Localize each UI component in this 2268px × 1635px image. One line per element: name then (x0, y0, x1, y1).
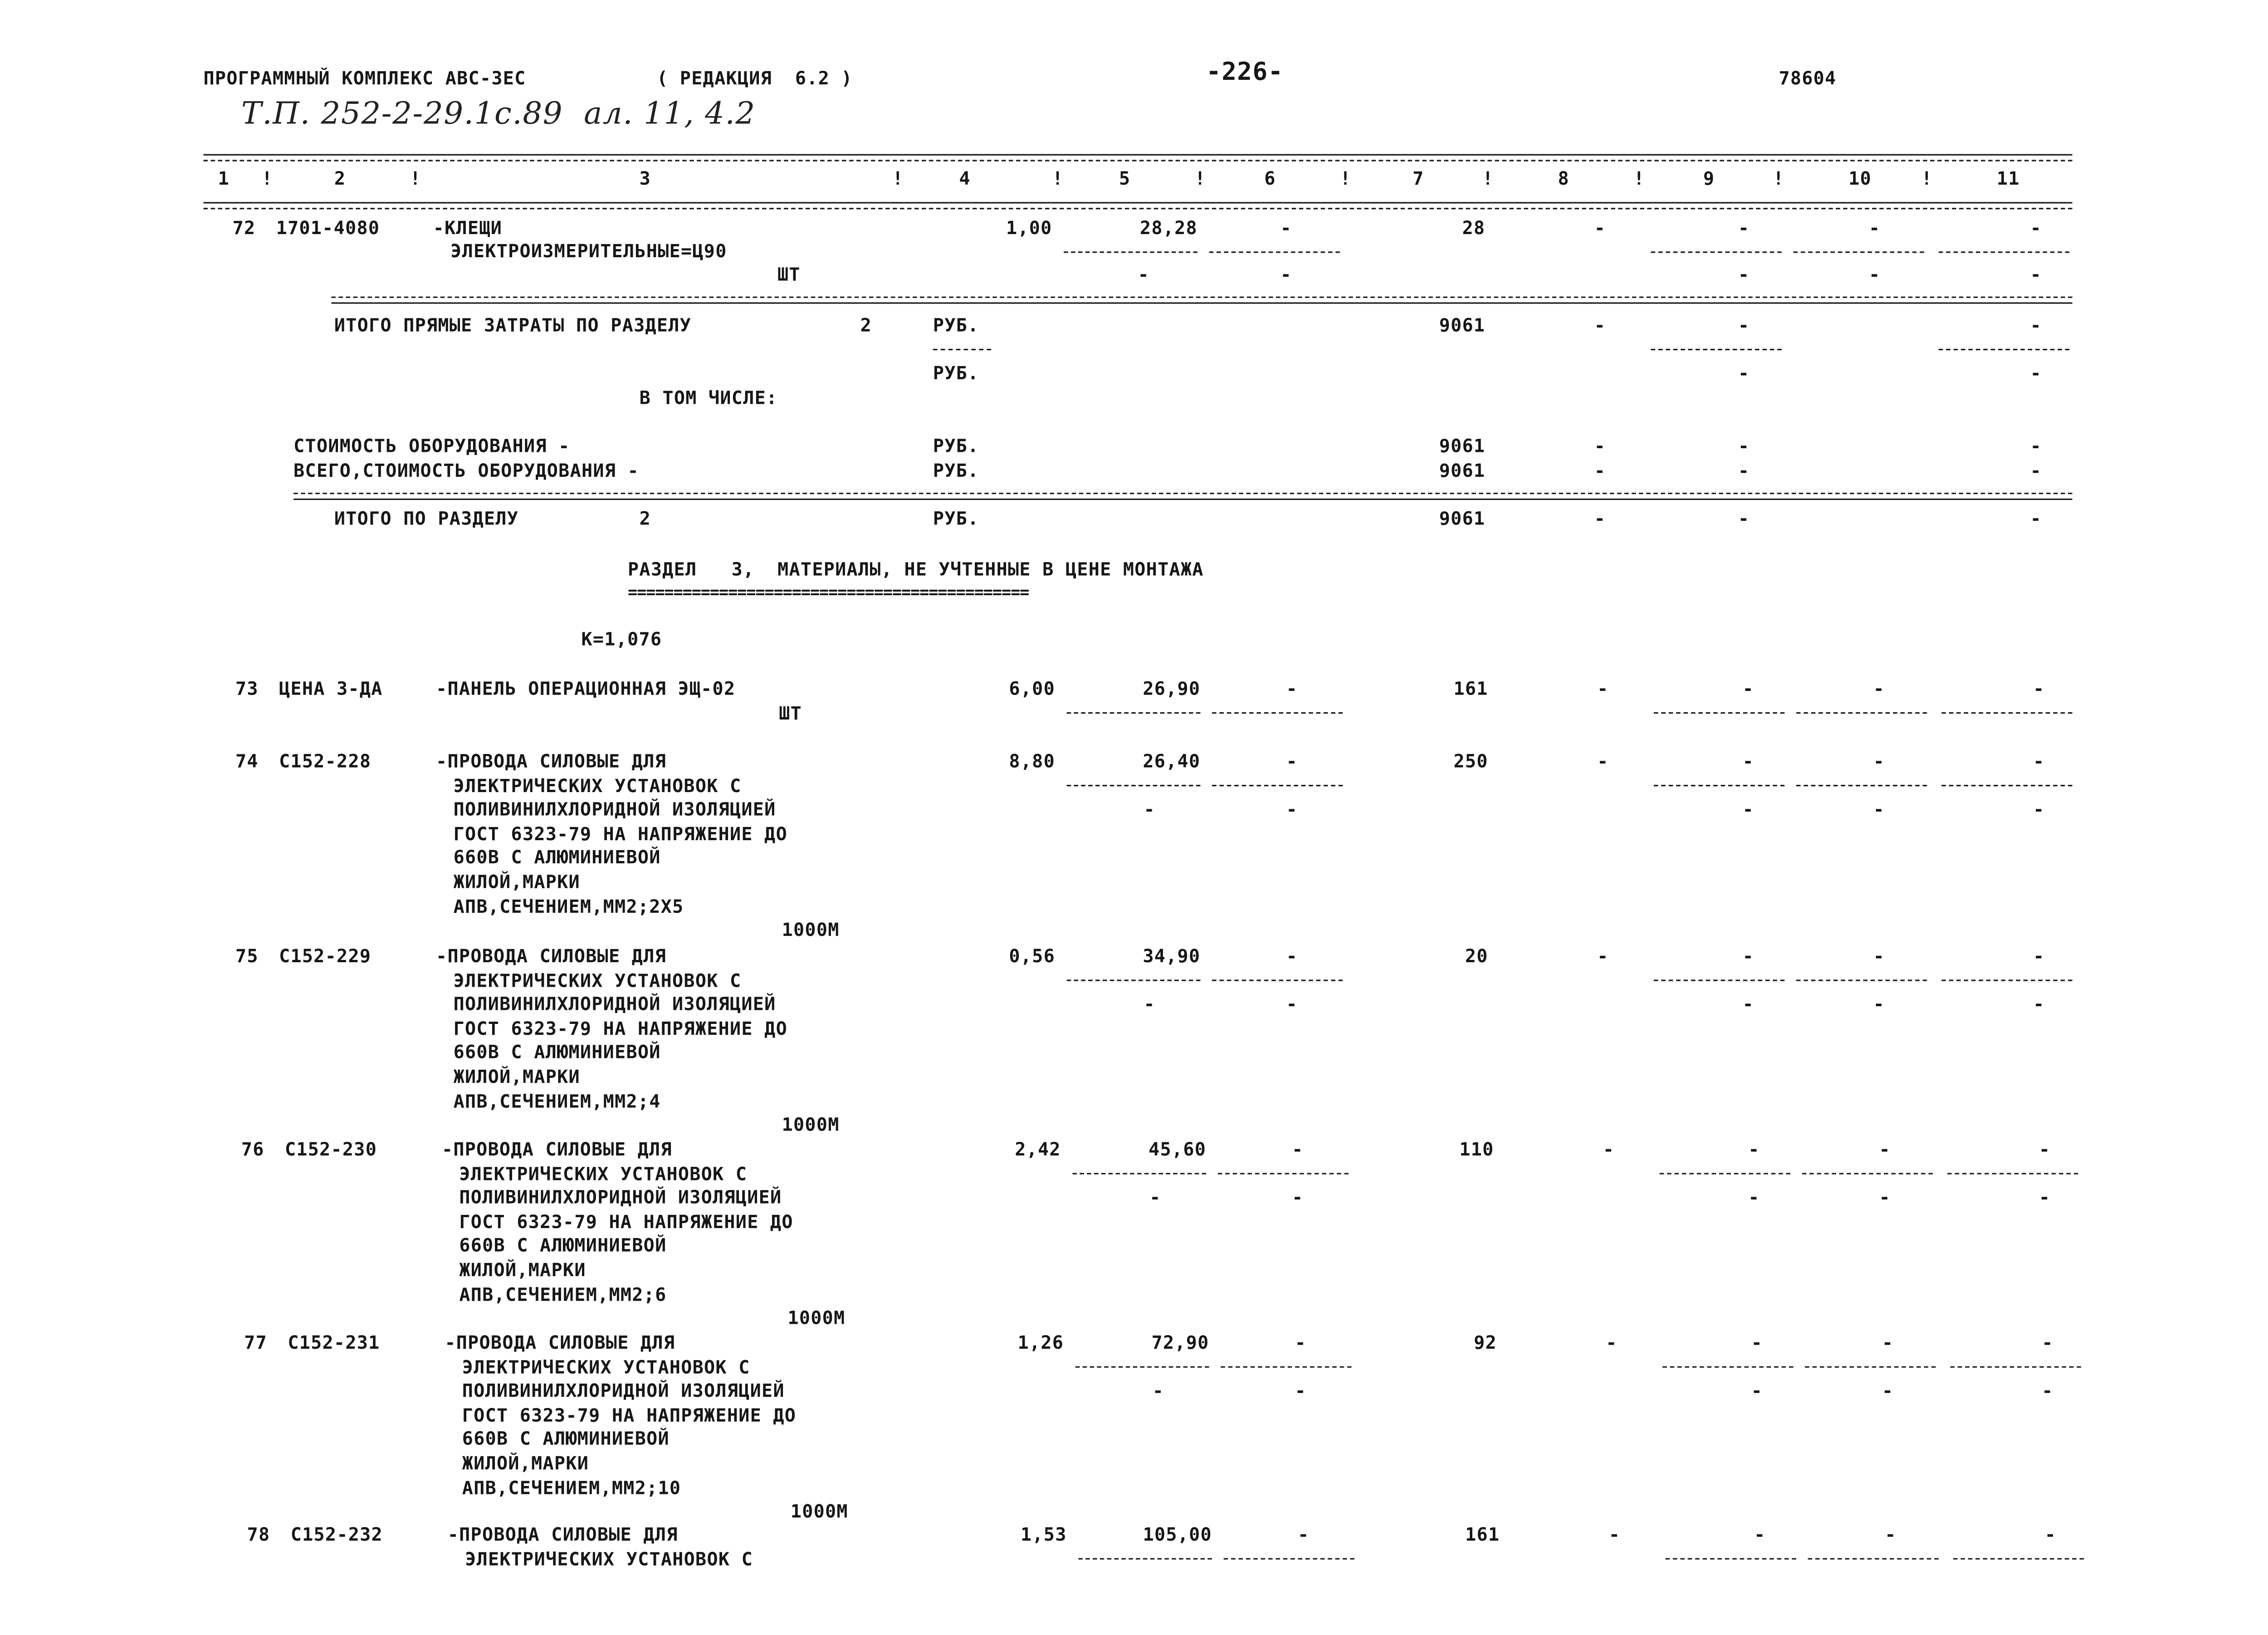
page-number: -226- (1206, 58, 1284, 88)
column-header-11: 11 (1997, 167, 2020, 189)
row-c6: - (1286, 677, 1298, 700)
handwritten-note: Т.П. 252-2-29.1с.89 ал. 11, 4.2 (241, 96, 756, 131)
row-c11: - (2030, 216, 2042, 239)
row-c6: - (1286, 750, 1298, 772)
row-c9: - (1742, 945, 1754, 967)
row-sub10: - (1879, 1186, 1891, 1208)
row-c10: - (1879, 1138, 1891, 1160)
row-name-line: -ПРОВОДА СИЛОВЫЕ ДЛЯ (436, 945, 666, 967)
underline-rule (1953, 1558, 2084, 1559)
row-name-line: ЭЛЕКТРИЧЕСКИХ УСТАНОВОК С (453, 774, 742, 796)
row-qty: 8,80 (1009, 750, 1055, 772)
row-sub6: - (1286, 798, 1298, 820)
row-name-line: ПОЛИВИНИЛХЛОРИДНОЙ ИЗОЛЯЦИЕЙ (453, 993, 776, 1015)
underline-rule (1212, 712, 1343, 714)
row-name-line: АПВ,СЕЧЕНИЕМ,ММ2;6 (459, 1283, 667, 1305)
column-header-10: 10 (1848, 167, 1872, 189)
column-header-6: 6 (1264, 167, 1276, 189)
column-header-3: 3 (639, 167, 651, 189)
row-total: 92 (1474, 1331, 1497, 1353)
all-equipment-cost-total: 9061 (1439, 459, 1486, 481)
underline-rule (1221, 1366, 1351, 1368)
row-number: 76 (241, 1138, 264, 1160)
section-rule (331, 297, 2072, 298)
section-total-number: 2 (639, 507, 651, 529)
row-c6: - (1286, 945, 1298, 967)
underline-rule (1808, 1558, 1939, 1559)
underline-rule (1660, 1173, 1790, 1174)
row-name-line: -ПРОВОДА СИЛОВЫЕ ДЛЯ (447, 1523, 678, 1545)
underline-rule (1796, 712, 1927, 714)
row-c11: - (2033, 750, 2045, 772)
row-total: 110 (1459, 1138, 1494, 1160)
row-name-line: ЭЛЕКТРИЧЕСКИХ УСТАНОВОК С (462, 1355, 750, 1377)
row-unit: 1000М (782, 919, 840, 941)
row-name-line: ГОСТ 6323-79 НА НАПРЯЖЕНИЕ ДО (453, 1017, 787, 1039)
row-c8: - (1597, 945, 1609, 967)
row-sub11: - (2030, 263, 2042, 285)
row-qty: 1,26 (1017, 1331, 1064, 1353)
section3-title: РАЗДЕЛ 3, МАТЕРИАЛЫ, НЕ УЧТЕННЫЕ В ЦЕНЕ МОНТАЖА (628, 558, 1204, 580)
row-unit: 1000М (787, 1307, 846, 1329)
row-sub5: - (1144, 798, 1155, 820)
row-sub10: - (1869, 263, 1881, 285)
row-total: 20 (1465, 945, 1488, 967)
all-equipment-cost-label: ВСЕГО,СТОИМОСТЬ ОБОРУДОВАНИЯ - (293, 459, 639, 481)
row-c10: - (1873, 945, 1885, 967)
underline-rule (1654, 712, 1784, 714)
row-number: 72 (232, 216, 256, 239)
row-c10: - (1873, 677, 1885, 700)
row-unit: ШТ (779, 701, 802, 724)
row-c9: - (1742, 750, 1754, 772)
row-name-line: -ПРОВОДА СИЛОВЫЕ ДЛЯ (441, 1138, 672, 1160)
row-c9: - (1738, 216, 1750, 239)
column-header-5: 5 (1119, 167, 1131, 189)
row-name-line: ЭЛЕКТРИЧЕСКИХ УСТАНОВОК С (453, 969, 742, 991)
underline-rule (1072, 1173, 1206, 1174)
row-name-line: ПОЛИВИНИЛХЛОРИДНОЙ ИЗОЛЯЦИЕЙ (462, 1380, 785, 1402)
row-name-line: ГОСТ 6323-79 НА НАПРЯЖЕНИЕ ДО (453, 822, 787, 844)
underline-rule (1662, 1366, 1793, 1368)
underline-rule (1218, 1173, 1349, 1174)
row-sub10: - (1873, 798, 1885, 820)
row-c11: - (2033, 677, 2045, 700)
row-code: ЦЕНА З-ДА (279, 677, 383, 700)
column-separator: ! (1773, 167, 1785, 189)
row-sub11: - (2039, 1186, 2051, 1208)
row-c8: - (1597, 750, 1609, 772)
underline-rule (1224, 1558, 1354, 1559)
row-total: 161 (1453, 677, 1488, 700)
row-number: 77 (244, 1331, 268, 1353)
column-separator: ! (1194, 167, 1206, 189)
edition-label: ( РЕДАКЦИЯ 6.2 ) (657, 67, 853, 89)
row-unit: 1000М (782, 1113, 840, 1136)
underline-rule (1947, 1173, 2078, 1174)
section-rule-2 (331, 302, 2072, 304)
underline-rule (1212, 979, 1343, 981)
underline-rule (1212, 785, 1343, 786)
underline-rule (1654, 979, 1784, 981)
underline-rule (1796, 979, 1927, 981)
row-name-line: -ПАНЕЛЬ ОПЕРАЦИОННАЯ ЭЩ-02 (436, 677, 736, 700)
column-header-7: 7 (1413, 167, 1424, 189)
header-top-rule-2 (204, 160, 2072, 161)
row-name-line: 660В С АЛЮМИНИЕВОЙ (462, 1428, 670, 1450)
row-c11: - (2044, 1523, 2057, 1545)
row-price: 26,90 (1143, 677, 1201, 700)
document-code: 78604 (1779, 67, 1837, 89)
row-name-line: ПОЛИВИНИЛХЛОРИДНОЙ ИЗОЛЯЦИЕЙ (459, 1186, 782, 1208)
row-number: 74 (235, 750, 259, 772)
row-name-line: -КЛЕЩИ (433, 216, 503, 239)
row-sub6: - (1295, 1379, 1307, 1401)
header-bottom-rule-2 (204, 208, 2072, 209)
row-sub5: - (1144, 993, 1155, 1015)
row-name-line: ЖИЛОЙ,МАРКИ (453, 871, 580, 893)
row-c11: - (2039, 1138, 2051, 1160)
row-name-line: ЖИЛОЙ,МАРКИ (453, 1065, 580, 1087)
row-qty: 0,56 (1009, 945, 1055, 967)
row-sub9: - (1742, 993, 1754, 1015)
column-separator: ! (1482, 167, 1494, 189)
row-number: 73 (235, 677, 259, 700)
direct-costs-section: 2 (860, 314, 872, 336)
column-header-4: 4 (959, 167, 971, 189)
row-total: 250 (1453, 750, 1488, 772)
row-code: С152-229 (279, 945, 371, 967)
row-sub10: - (1882, 1379, 1894, 1401)
row-c8: - (1603, 1138, 1615, 1160)
row-name-line: ЭЛЕКТРОИЗМЕРИТЕЛЬНЫЕ=Ц90 (450, 240, 727, 262)
row-sub9: - (1748, 1186, 1760, 1208)
row-unit: 1000М (790, 1500, 848, 1522)
header-bottom-rule (204, 202, 2072, 203)
row-name-line: ЭЛЕКТРИЧЕСКИХ УСТАНОВОК С (465, 1547, 753, 1569)
equipment-cost-total: 9061 (1439, 434, 1486, 456)
row-c9: - (1742, 677, 1754, 700)
row-sub9: - (1738, 263, 1750, 285)
row-sub5: - (1152, 1379, 1164, 1401)
row-sub10: - (1873, 993, 1885, 1015)
row-number: 78 (247, 1523, 270, 1545)
column-separator: ! (1052, 167, 1064, 189)
row-c6: - (1292, 1138, 1304, 1160)
row-c9: - (1754, 1523, 1766, 1545)
row-c8: - (1608, 1523, 1621, 1545)
row-sub6: - (1280, 263, 1292, 285)
row-price: 72,90 (1151, 1331, 1209, 1353)
section-total-value: 9061 (1439, 507, 1486, 529)
row-name-line: -ПРОВОДА СИЛОВЫЕ ДЛЯ (445, 1331, 675, 1353)
row-qty: 2,42 (1015, 1138, 1061, 1160)
row-name-line: -ПРОВОДА СИЛОВЫЕ ДЛЯ (436, 750, 666, 772)
row-c10: - (1869, 216, 1881, 239)
underline-rule (1941, 979, 2072, 981)
row-name-line: 660В С АЛЮМИНИЕВОЙ (453, 1041, 661, 1063)
row-name-line: ЭЛЕКТРИЧЕСКИХ УСТАНОВОК С (459, 1162, 748, 1184)
program-title: ПРОГРАММНЫЙ КОМПЛЕКС АВС-3ЕС (203, 67, 526, 89)
row-price: 34,90 (1143, 945, 1201, 967)
row-sub9: - (1751, 1379, 1763, 1401)
row-c9: - (1751, 1331, 1763, 1353)
including-label: В ТОМ ЧИСЛЕ: (639, 387, 778, 409)
row-name-line: ГОСТ 6323-79 НА НАПРЯЖЕНИЕ ДО (459, 1210, 793, 1233)
section3-underline: ============================================ (628, 583, 1029, 602)
row-sub11: - (2042, 1379, 2053, 1401)
underline-rule (1950, 1366, 2081, 1368)
row-c9: - (1748, 1138, 1760, 1160)
header-top-rule (204, 154, 2072, 156)
row-name-line: ПОЛИВИНИЛХЛОРИДНОЙ ИЗОЛЯЦИЕЙ (453, 798, 776, 820)
rub-label: РУБ. (933, 314, 979, 336)
row-name-line: 660В С АЛЮМИНИЕВОЙ (459, 1234, 667, 1257)
rub-label: РУБ. (933, 362, 979, 384)
row-name-line: ГОСТ 6323-79 НА НАПРЯЖЕНИЕ ДО (462, 1404, 797, 1426)
row-c6: - (1280, 216, 1292, 239)
column-header-9: 9 (1703, 167, 1715, 189)
row-total: 28 (1462, 216, 1486, 239)
row-sub9: - (1742, 798, 1754, 820)
row-c10: - (1873, 750, 1885, 772)
row-code: 1701-4080 (276, 216, 380, 239)
row-qty: 1,00 (1006, 216, 1052, 239)
row-name-line: ЖИЛОЙ,МАРКИ (462, 1452, 589, 1474)
column-separator: ! (1633, 167, 1645, 189)
row-price: 28,28 (1139, 216, 1198, 239)
row-price: 105,00 (1143, 1523, 1212, 1545)
row-name-line: АПВ,СЕЧЕНИЕМ,ММ2;10 (462, 1476, 681, 1498)
direct-costs-label: ИТОГО ПРЯМЫЕ ЗАТРАТЫ ПО РАЗДЕЛУ (334, 314, 692, 336)
underline-rule (1805, 1366, 1936, 1368)
row-price: 45,60 (1149, 1138, 1207, 1160)
row-qty: 1,53 (1021, 1523, 1067, 1545)
row-code: С152-231 (288, 1331, 380, 1353)
underline-rule (1941, 712, 2072, 714)
column-separator: ! (1921, 167, 1933, 189)
row-c8: - (1606, 1331, 1618, 1353)
row-name-line: 660В С АЛЮМИНИЕВОЙ (453, 846, 661, 868)
row-c11: - (2033, 945, 2045, 967)
direct-costs-total: 9061 (1439, 314, 1486, 336)
underline-rule (1078, 1558, 1212, 1559)
row-total: 161 (1465, 1523, 1500, 1545)
underline-rule (1796, 785, 1927, 786)
row-sub5: - (1138, 263, 1150, 285)
underline-rule (1067, 785, 1201, 786)
coefficient: К=1,076 (581, 628, 662, 650)
row-qty: 6,00 (1009, 677, 1055, 700)
row-c6: - (1298, 1523, 1310, 1545)
row-name-line: АПВ,СЕЧЕНИЕМ,ММ2;4 (453, 1089, 661, 1111)
row-sub6: - (1292, 1186, 1304, 1208)
row-c11: - (2042, 1331, 2053, 1353)
row-sub5: - (1149, 1186, 1161, 1208)
row-number: 75 (235, 945, 259, 967)
underline-rule (1802, 1173, 1933, 1174)
row-c8: - (1594, 216, 1606, 239)
column-separator: ! (261, 167, 274, 189)
section-total-label: ИТОГО ПО РАЗДЕЛУ (334, 507, 519, 529)
row-sub6: - (1286, 993, 1298, 1015)
row-sub11: - (2033, 798, 2045, 820)
row-code: С152-228 (279, 750, 371, 772)
underline-rule (1654, 785, 1784, 786)
underline-rule (1075, 1366, 1209, 1368)
row-code: С152-230 (284, 1138, 377, 1160)
column-separator: ! (1339, 167, 1352, 189)
underline-rule (1067, 979, 1201, 981)
row-c10: - (1882, 1331, 1894, 1353)
column-header-8: 8 (1558, 167, 1569, 189)
underline-rule (1941, 785, 2072, 786)
row-c6: - (1295, 1331, 1307, 1353)
row-price: 26,40 (1143, 750, 1201, 772)
column-header-2: 2 (334, 167, 346, 189)
underline-rule (1067, 712, 1201, 714)
row-name-line: АПВ,СЕЧЕНИЕМ,ММ2;2Х5 (453, 895, 684, 917)
column-separator: ! (410, 167, 421, 189)
row-unit: ШТ (777, 263, 801, 285)
row-name-line: ЖИЛОЙ,МАРКИ (459, 1258, 586, 1281)
row-c10: - (1885, 1523, 1897, 1545)
underline-rule (1666, 1558, 1796, 1559)
column-header-1: 1 (218, 167, 230, 189)
row-code: С152-232 (290, 1523, 383, 1545)
column-separator: ! (892, 167, 904, 189)
document-page: ПРОГРАММНЫЙ КОМПЛЕКС АВС-3ЕС ( РЕДАКЦИЯ 6.2 ) -226- 78604 Т.П. 252-2-29.1с.89 ал. 11, 4.2 1 2 3 4 5 6 7 8 9 10 11 ! ! ! ! ! ! ! ! ! ! 72 1701-4080 -КЛЕЩИ ЭЛЕКТРОИЗМЕРИТЕЛЬНЫЕ=Ц90 ШТ 1,00 28,28 - 28 - - - - - - - - - ИТОГО ПРЯМЫЕ ЗАТРАТЫ ПО РАЗДЕЛУ 2 РУБ. 9061 - - - РУБ. - - В ТОМ ЧИСЛЕ: СТОИМОСТЬ ОБОРУДОВАНИЯ - РУБ. 9061 - - - ВСЕГО,СТОИМОСТЬ ОБОРУДОВАНИЯ - РУБ. 9061 - - - ИТОГО ПО РАЗДЕЛУ 2 РУБ. 9061 - - - РАЗДЕЛ 3, МАТЕРИАЛЫ, НЕ УЧТЕННЫЕ В ЦЕНЕ МОНТАЖА ============================================ К=1,076 73 ЦЕНА З-ДА -ПАНЕЛЬ ОПЕРАЦИОННАЯ ЭЩ-02 ШТ 6,00 26,90 - 161 - - - - 74 С152-228 -ПРОВОДА СИЛОВЫЕ ДЛЯ ЭЛЕКТРИЧЕСКИХ УСТАНОВОК С ПОЛИВИНИЛХЛОРИДНОЙ ИЗОЛЯЦИЕЙ ГОСТ 6323-79 НА НАПРЯЖЕНИЕ ДО 660В С АЛЮМИНИЕВОЙ ЖИЛОЙ,МАРКИ АПВ,СЕЧЕНИЕМ,ММ2;2Х5 1000М 8,80 26,40 - 250 - - - - - - - - - 75 С152-229 -ПРОВОДА СИЛОВЫЕ ДЛЯ ЭЛЕКТРИЧЕСКИХ УСТАНОВОК С ПОЛИВИНИЛХЛОРИДНОЙ ИЗОЛЯЦИЕЙ ГОСТ 6323-79 НА НАПРЯЖЕНИЕ ДО 660В С АЛЮМИНИЕВОЙ ЖИЛОЙ,МАРКИ АПВ,СЕЧЕНИЕМ,ММ2;4 1000М 0,56 34,90 - 20 - - - - - - - - - 76 С152-230 -ПРОВОДА СИЛОВЫЕ ДЛЯ ЭЛЕКТРИЧЕСКИХ УСТАНОВОК С ПОЛИВИНИЛХЛОРИДНОЙ ИЗОЛЯЦИЕЙ ГОСТ 6323-79 НА НАПРЯЖЕНИЕ ДО 660В С АЛЮМИНИЕВОЙ ЖИЛОЙ,МАРКИ АПВ,СЕЧЕНИЕМ,ММ2;6 1000М 2,42 45,60 - 110 - - - - - - - - - 77 С152-231 -ПРОВОДА СИЛОВЫЕ ДЛЯ ЭЛЕКТРИЧЕСКИХ УСТАНОВОК С ПОЛИВИНИЛХЛОРИДНОЙ ИЗОЛЯЦИЕЙ ГОСТ 6323-79 НА НАПРЯЖЕНИЕ ДО 660В С АЛЮМИНИЕВОЙ ЖИЛОЙ,МАРКИ АПВ,СЕЧЕНИЕМ,ММ2;10 1000М 1,26 72,90 - 92 - - - - - - - - - 78 С152-232 -ПРОВОДА СИЛОВЫЕ ДЛЯ ЭЛЕКТРИЧЕСКИХ УСТАНОВОК С 1,53 105,00 - 161 - - - - (0, 0, 2268, 1635)
equipment-cost-label: СТОИМОСТЬ ОБОРУДОВАНИЯ - (293, 434, 570, 456)
row-sub11: - (2033, 993, 2045, 1015)
row-c8: - (1597, 677, 1609, 700)
